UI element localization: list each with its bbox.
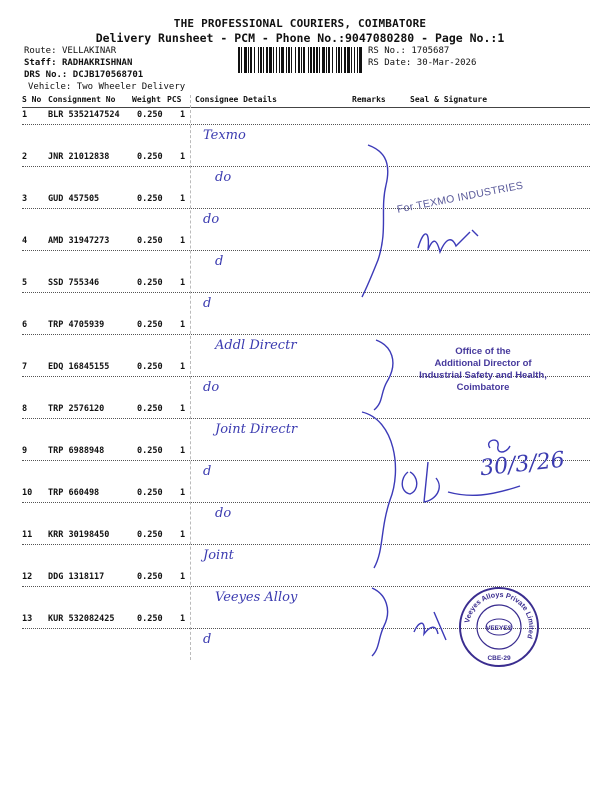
row-pcs: 1 bbox=[180, 152, 186, 162]
row-pcs: 1 bbox=[180, 404, 186, 414]
office-stamp-line-3: Industrial Safety and Health, bbox=[419, 370, 547, 381]
row-consignment-no: DDG 1318117 bbox=[48, 572, 105, 582]
row-weight: 0.250 bbox=[137, 110, 163, 120]
row-consignee-handwriting: d bbox=[203, 464, 212, 479]
row-weight: 0.250 bbox=[137, 152, 163, 162]
col-consignment: Consignment No bbox=[48, 95, 116, 104]
bracket-1 bbox=[362, 145, 388, 297]
row-sno: 4 bbox=[22, 236, 28, 246]
veeyes-bottom-text: CBE-29 bbox=[487, 655, 511, 662]
office-stamp-line-1: Office of the bbox=[455, 346, 511, 357]
row-sno: 1 bbox=[22, 110, 28, 120]
row-consignment-no: EDQ 16845155 bbox=[48, 362, 110, 372]
row-pcs: 1 bbox=[180, 446, 186, 456]
row-weight: 0.250 bbox=[137, 530, 163, 540]
row-weight: 0.250 bbox=[137, 404, 163, 414]
big-signature bbox=[402, 462, 520, 502]
bracket-3 bbox=[362, 412, 395, 568]
row-pcs: 1 bbox=[180, 362, 186, 372]
row-sno: 2 bbox=[22, 152, 28, 162]
row-consignee-handwriting: Joint bbox=[203, 548, 234, 563]
texmo-signature bbox=[418, 230, 478, 252]
row-weight: 0.250 bbox=[137, 488, 163, 498]
bracket-2 bbox=[374, 340, 393, 410]
rs-no-value: 1705687 bbox=[411, 46, 450, 56]
drs-label: DRS No.: bbox=[24, 70, 68, 80]
row-consignment-no: TRP 4705939 bbox=[48, 320, 105, 330]
col-weight: Weight bbox=[132, 95, 161, 104]
drs-value: DCJB170568701 bbox=[72, 70, 144, 80]
row-consignee-handwriting: d bbox=[203, 296, 212, 311]
row-consignee-handwriting: d bbox=[203, 632, 212, 647]
row-weight: 0.250 bbox=[137, 194, 163, 204]
row-weight: 0.250 bbox=[137, 572, 163, 582]
row-pcs: 1 bbox=[180, 614, 186, 624]
rs-date-label: RS Date: bbox=[368, 58, 412, 68]
row-sno: 5 bbox=[22, 278, 28, 288]
row-weight: 0.250 bbox=[137, 236, 163, 246]
row-pcs: 1 bbox=[180, 572, 186, 582]
row-consignment-no: GUD 457505 bbox=[48, 194, 100, 204]
texmo-stamp: For TEXMO INDUSTRIES bbox=[396, 179, 525, 216]
row-consignment-no: BLR 5352147524 bbox=[48, 110, 120, 120]
row-consignee-handwriting: do bbox=[203, 380, 220, 395]
row-weight: 0.250 bbox=[137, 614, 163, 624]
row-weight: 0.250 bbox=[137, 278, 163, 288]
row-consignee-handwriting: d bbox=[215, 254, 224, 269]
veeyes-center-text: VEEYES bbox=[485, 625, 513, 632]
staff-value: RADHAKRISHNAN bbox=[61, 58, 133, 68]
bracket-4 bbox=[372, 588, 388, 656]
route-label: Route: bbox=[24, 46, 57, 56]
row-consignment-no: KUR 532082425 bbox=[48, 614, 115, 624]
office-stamp-line-2: Additional Director of bbox=[434, 358, 532, 369]
row-sno: 13 bbox=[22, 614, 33, 624]
vehicle-label: Vehicle: bbox=[28, 82, 72, 92]
handwritten-date: 30/3/26 bbox=[478, 447, 566, 482]
rs-no-label: RS No.: bbox=[368, 46, 406, 56]
date-initials bbox=[489, 440, 510, 452]
row-consignment-no: SSD 755346 bbox=[48, 278, 100, 288]
row-sno: 3 bbox=[22, 194, 28, 204]
row-consignment-no: TRP 2576120 bbox=[48, 404, 105, 414]
col-remarks: Remarks bbox=[352, 95, 386, 104]
row-consignment-no: TRP 6988948 bbox=[48, 446, 105, 456]
row-sno: 11 bbox=[22, 530, 33, 540]
col-pcs: PCS bbox=[167, 95, 182, 104]
row-pcs: 1 bbox=[180, 236, 186, 246]
row-consignee-handwriting: Joint Directr bbox=[215, 422, 298, 437]
row-consignee-handwriting: Texmo bbox=[203, 128, 246, 143]
route-value: VELLAKINAR bbox=[61, 46, 117, 56]
row-sno: 7 bbox=[22, 362, 28, 372]
row-consignee-handwriting: Addl Directr bbox=[215, 338, 297, 353]
rs-date-value: 30-Mar-2026 bbox=[416, 58, 477, 68]
row-consignment-no: KRR 30198450 bbox=[48, 530, 110, 540]
row-pcs: 1 bbox=[180, 110, 186, 120]
office-stamp-line-4: Coimbatore bbox=[456, 382, 510, 393]
row-pcs: 1 bbox=[180, 278, 186, 288]
runsheet-subtitle: Delivery Runsheet - PCM - Phone No.:9047080280 - Page No.:1 bbox=[95, 31, 505, 45]
staff-label: Staff: bbox=[24, 58, 57, 68]
row-sno: 8 bbox=[22, 404, 28, 414]
veeyes-ring-text: Veeyes Alloys Private Limited bbox=[462, 589, 537, 640]
veeyes-signature bbox=[414, 612, 446, 640]
row-pcs: 1 bbox=[180, 194, 186, 204]
row-consignee-handwriting: do bbox=[215, 170, 232, 185]
row-weight: 0.250 bbox=[137, 362, 163, 372]
row-consignment-no: TRP 660498 bbox=[48, 488, 100, 498]
row-consignee-handwriting: Veeyes Alloy bbox=[215, 590, 298, 605]
row-sno: 10 bbox=[22, 488, 33, 498]
col-sno: S No bbox=[22, 95, 42, 104]
row-weight: 0.250 bbox=[137, 320, 163, 330]
row-pcs: 1 bbox=[180, 530, 186, 540]
row-sno: 9 bbox=[22, 446, 28, 456]
row-consignee-handwriting: do bbox=[203, 212, 220, 227]
col-seal-signature: Seal & Signature bbox=[410, 95, 488, 104]
col-consignee: Consignee Details bbox=[195, 95, 277, 104]
company-title: THE PROFESSIONAL COURIERS, COIMBATORE bbox=[173, 17, 427, 30]
row-consignee-handwriting: do bbox=[215, 506, 232, 521]
row-pcs: 1 bbox=[180, 320, 186, 330]
row-consignment-no: AMD 31947273 bbox=[48, 236, 110, 246]
row-weight: 0.250 bbox=[137, 446, 163, 456]
row-pcs: 1 bbox=[180, 488, 186, 498]
row-consignment-no: JNR 21012838 bbox=[48, 152, 110, 162]
row-sno: 12 bbox=[22, 572, 33, 582]
row-sno: 6 bbox=[22, 320, 28, 330]
vehicle-value: Two Wheeler Delivery bbox=[76, 82, 186, 92]
